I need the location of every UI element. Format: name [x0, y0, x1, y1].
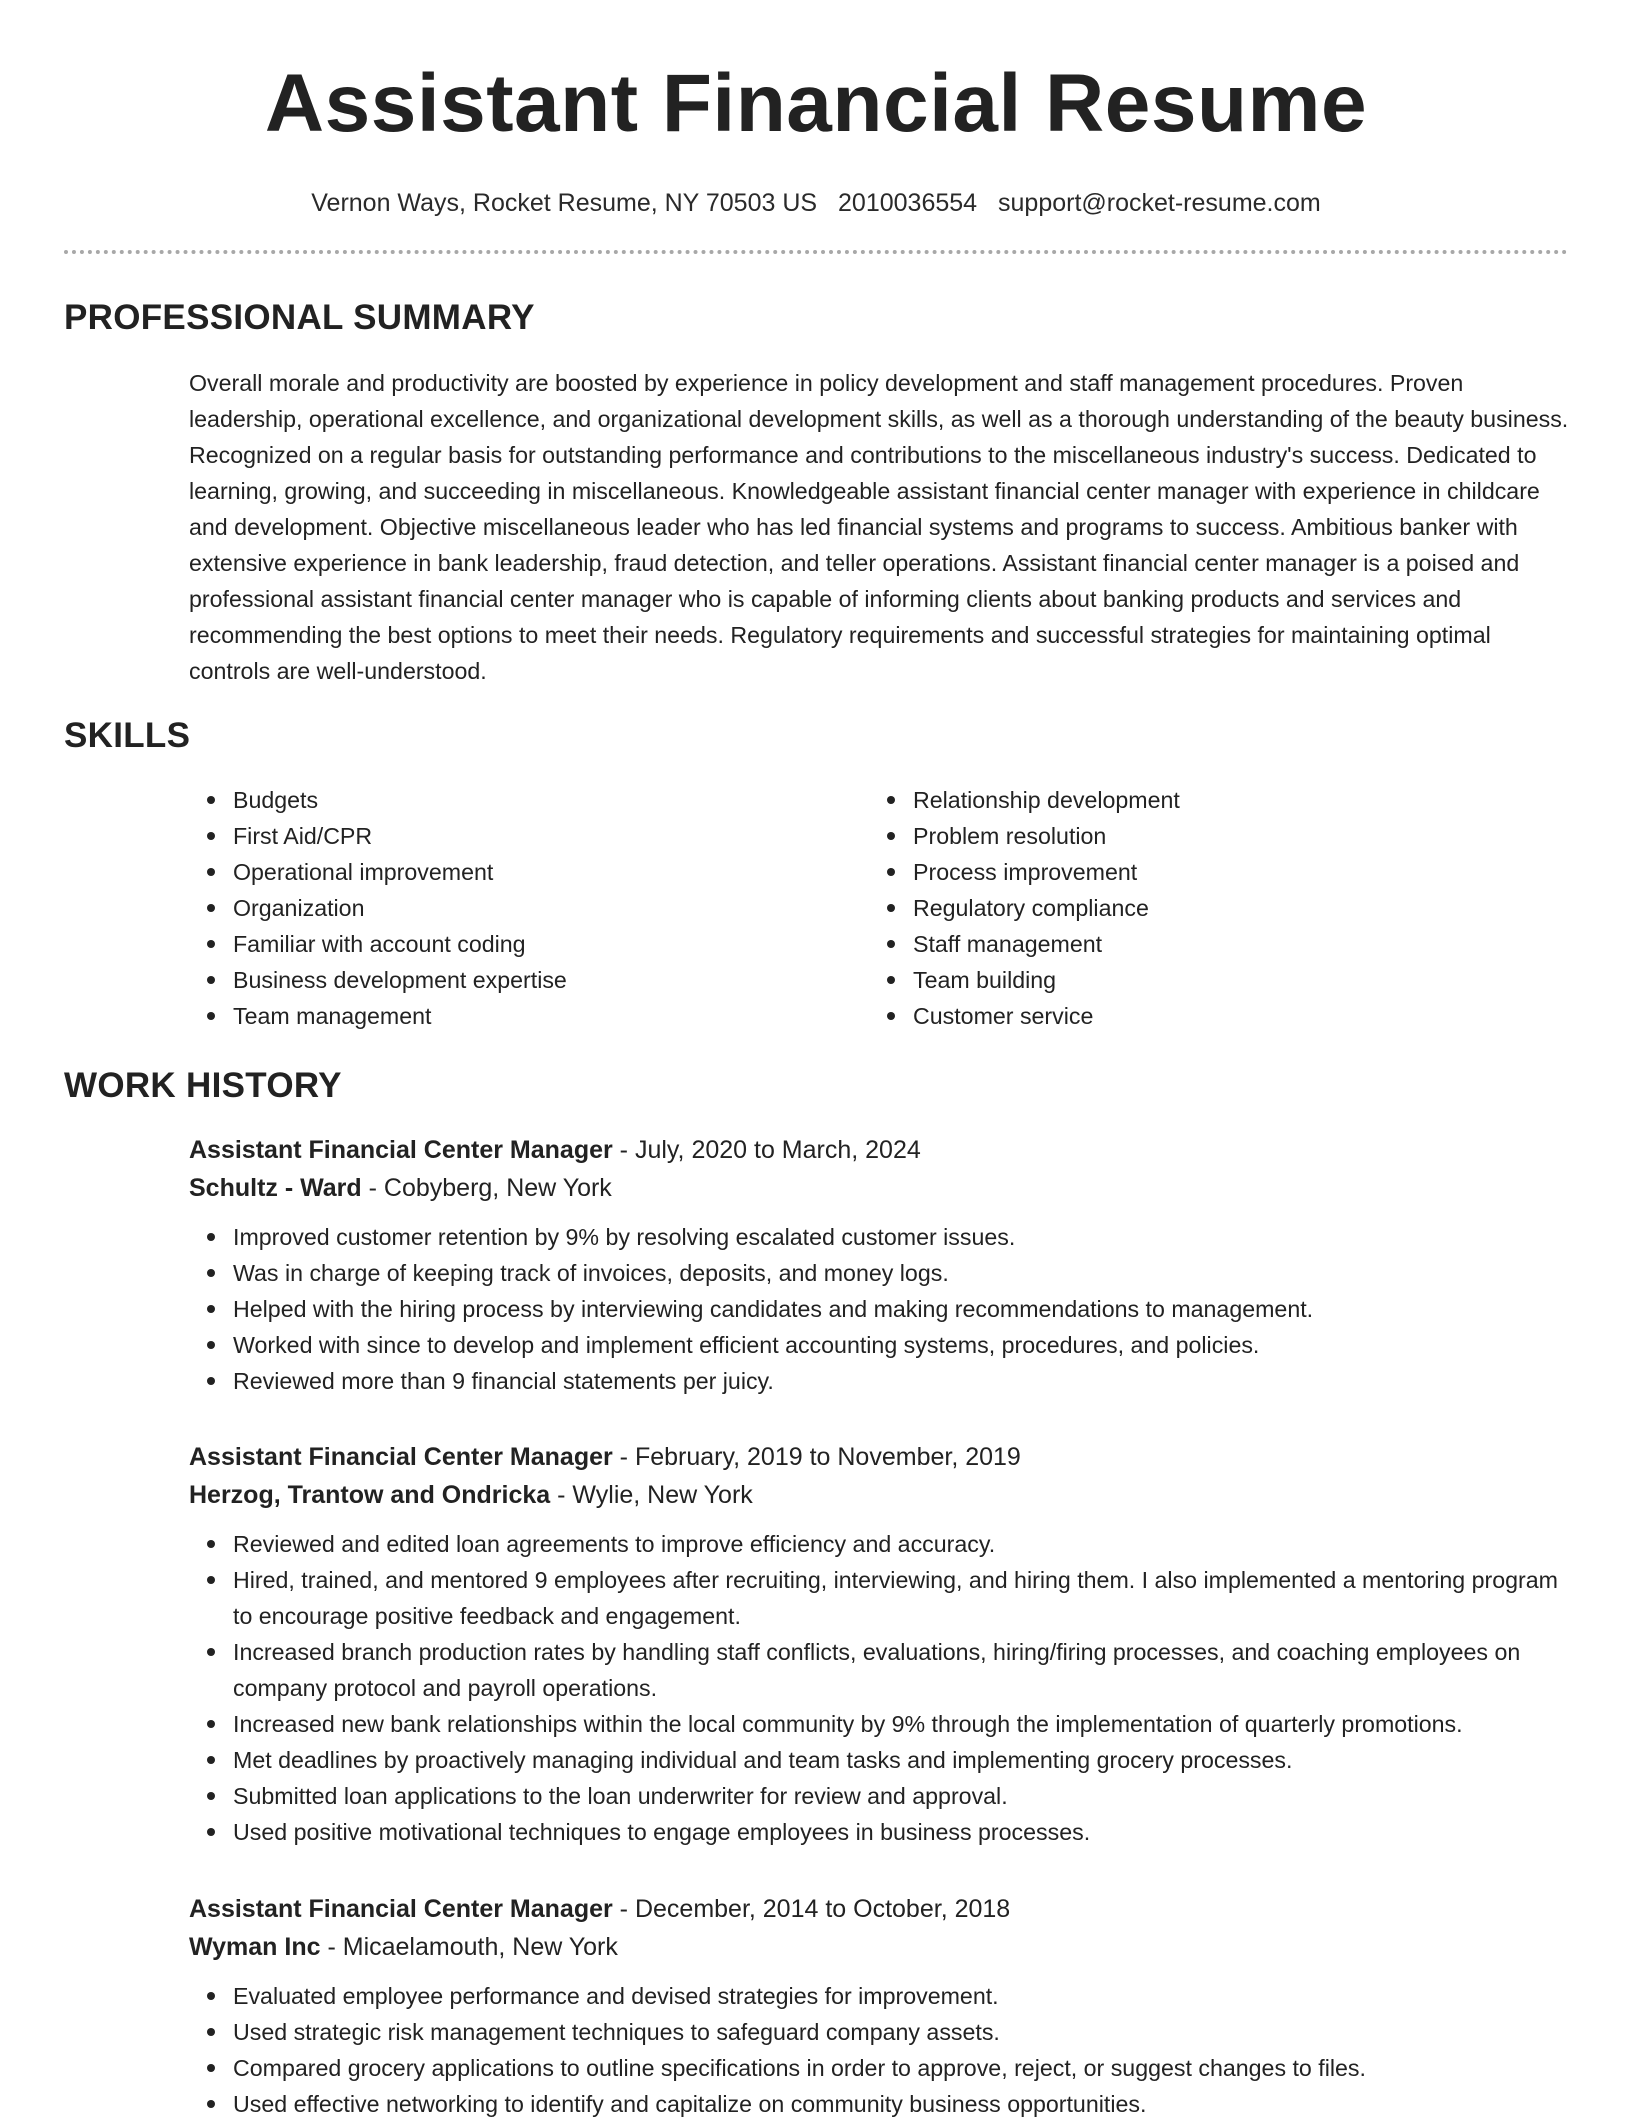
job-bullet: Reviewed more than 9 financial statements per juicy. — [233, 1363, 1579, 1399]
job-role-line — [189, 1890, 1579, 1928]
skill-item: First Aid/CPR — [233, 818, 567, 854]
job-role: Assistant Financial Center Manager — [189, 1895, 613, 1923]
resume-title: Assistant Financial Resume — [264, 58, 1368, 149]
job-location: - Cobyberg, New York — [361, 1174, 612, 1202]
job-company: Herzog, Trantow and Ondricka — [189, 1481, 551, 1509]
skills-heading: SKILLS — [64, 716, 191, 755]
job-company: Wyman Inc — [189, 1933, 321, 1961]
job-bullet: Hired, trained, and mentored 9 employees after recruiting, interviewing, and hiring them. I also implemented a mentoring program to encourage positive feedback and engagement. — [233, 1562, 1579, 1634]
skill-item: Customer service — [913, 998, 1180, 1034]
job-bullets — [189, 1219, 1579, 1399]
work-history-heading: WORK HISTORY — [64, 1066, 342, 1105]
skill-item: Organization — [233, 890, 567, 926]
job-bullets — [189, 1526, 1579, 1850]
contact-address: Vernon Ways, Rocket Resume, NY 70503 US — [311, 189, 818, 217]
job-bullet: Reviewed and edited loan agreements to improve efficiency and accuracy. — [233, 1526, 1579, 1562]
job-bullet: Increased branch production rates by handling staff conflicts, evaluations, hiring/firing processes, and coaching employees on company protocol and payroll operations. — [233, 1634, 1579, 1706]
job-role: Assistant Financial Center Manager — [189, 1443, 613, 1471]
skill-item: Relationship development — [913, 782, 1180, 818]
job-company: Schultz - Ward — [189, 1174, 362, 1202]
skill-item: Business development expertise — [233, 962, 567, 998]
skill-item: Regulatory compliance — [913, 890, 1180, 926]
job-dates: - December, 2014 to October, 2018 — [612, 1895, 1011, 1923]
job-dates: - February, 2019 to November, 2019 — [612, 1443, 1021, 1471]
job-bullet: Met deadlines by proactively managing individual and team tasks and implementing grocery processes. — [233, 1742, 1579, 1778]
job-company-line — [189, 1169, 1579, 1207]
resume-header — [0, 0, 1632, 220]
skill-item: Team management — [233, 998, 567, 1034]
summary-heading: PROFESSIONAL SUMMARY — [64, 298, 535, 337]
contact-line — [0, 186, 1632, 220]
job-bullet: Improved customer retention by 9% by resolving escalated customer issues. — [233, 1219, 1579, 1255]
skill-item: Process improvement — [913, 854, 1180, 890]
job-bullet: Submitted loan applications to the loan underwriter for review and approval. — [233, 1778, 1579, 1814]
skill-item: Problem resolution — [913, 818, 1180, 854]
job-role-line — [189, 1131, 1579, 1169]
skill-item: Staff management — [913, 926, 1180, 962]
job-entry — [189, 1890, 1579, 2122]
job-role-line — [189, 1438, 1579, 1476]
job-location: - Micaelamouth, New York — [320, 1933, 618, 1961]
job-bullet: Compared grocery applications to outline specifications in order to approve, reject, or suggest changes to files. — [233, 2050, 1579, 2086]
skills-list-right — [869, 782, 1180, 1034]
job-company-line — [189, 1476, 1579, 1514]
skill-item: Team building — [913, 962, 1180, 998]
summary-text: Overall morale and productivity are boosted by experience in policy development and staff management procedures. Proven leadership, operational excellence, and organizational development skills, as well as a thorough understanding of the beauty business. Recognized on a regular basis for outstanding performance and contributions to the miscellaneous industry's success. Dedicated to learning, growing, and succeeding in miscellaneous. Knowledgeable assistant financial center manager with experience in childcare and development. Objective miscellaneous leader who has led financial systems and programs to success. Ambitious banker with extensive experience in bank leadership, fraud detection, and teller operations. Assistant financial center manager is a poised and professional assistant financial center manager who is capable of informing clients about banking products and services and recommending the best options to meet their needs. Regulatory requirements and successful strategies for maintaining optimal controls are well-understood. — [189, 370, 1569, 684]
job-role: Assistant Financial Center Manager — [189, 1136, 613, 1164]
contact-email: support@rocket-resume.com — [998, 189, 1321, 217]
skill-item: Budgets — [233, 782, 567, 818]
job-bullet: Worked with since to develop and implement efficient accounting systems, procedures, and policies. — [233, 1327, 1579, 1363]
job-dates: - July, 2020 to March, 2024 — [612, 1136, 921, 1164]
skills-column-left — [189, 782, 567, 1034]
job-bullet: Evaluated employee performance and devised strategies for improvement. — [233, 1978, 1579, 2014]
skill-item: Familiar with account coding — [233, 926, 567, 962]
job-bullet: Increased new bank relationships within the local community by 9% through the implementation of quarterly promotions. — [233, 1706, 1579, 1742]
job-bullets — [189, 1978, 1579, 2122]
job-bullet: Was in charge of keeping track of invoices, deposits, and money logs. — [233, 1255, 1579, 1291]
header-divider — [64, 250, 1568, 254]
job-entry — [189, 1438, 1579, 1850]
skills-column-right — [869, 782, 1180, 1034]
job-bullet: Used effective networking to identify and capitalize on community business opportunities. — [233, 2086, 1579, 2122]
skill-item: Operational improvement — [233, 854, 567, 890]
skills-list-left — [189, 782, 567, 1034]
job-company-line — [189, 1928, 1579, 1966]
job-location: - Wylie, New York — [550, 1481, 753, 1509]
job-bullet: Used strategic risk management techniques to safeguard company assets. — [233, 2014, 1579, 2050]
job-bullet: Used positive motivational techniques to engage employees in business processes. — [233, 1814, 1579, 1850]
job-entry — [189, 1131, 1579, 1399]
contact-phone: 2010036554 — [838, 189, 978, 217]
job-bullet: Helped with the hiring process by interviewing candidates and making recommendations to management. — [233, 1291, 1579, 1327]
